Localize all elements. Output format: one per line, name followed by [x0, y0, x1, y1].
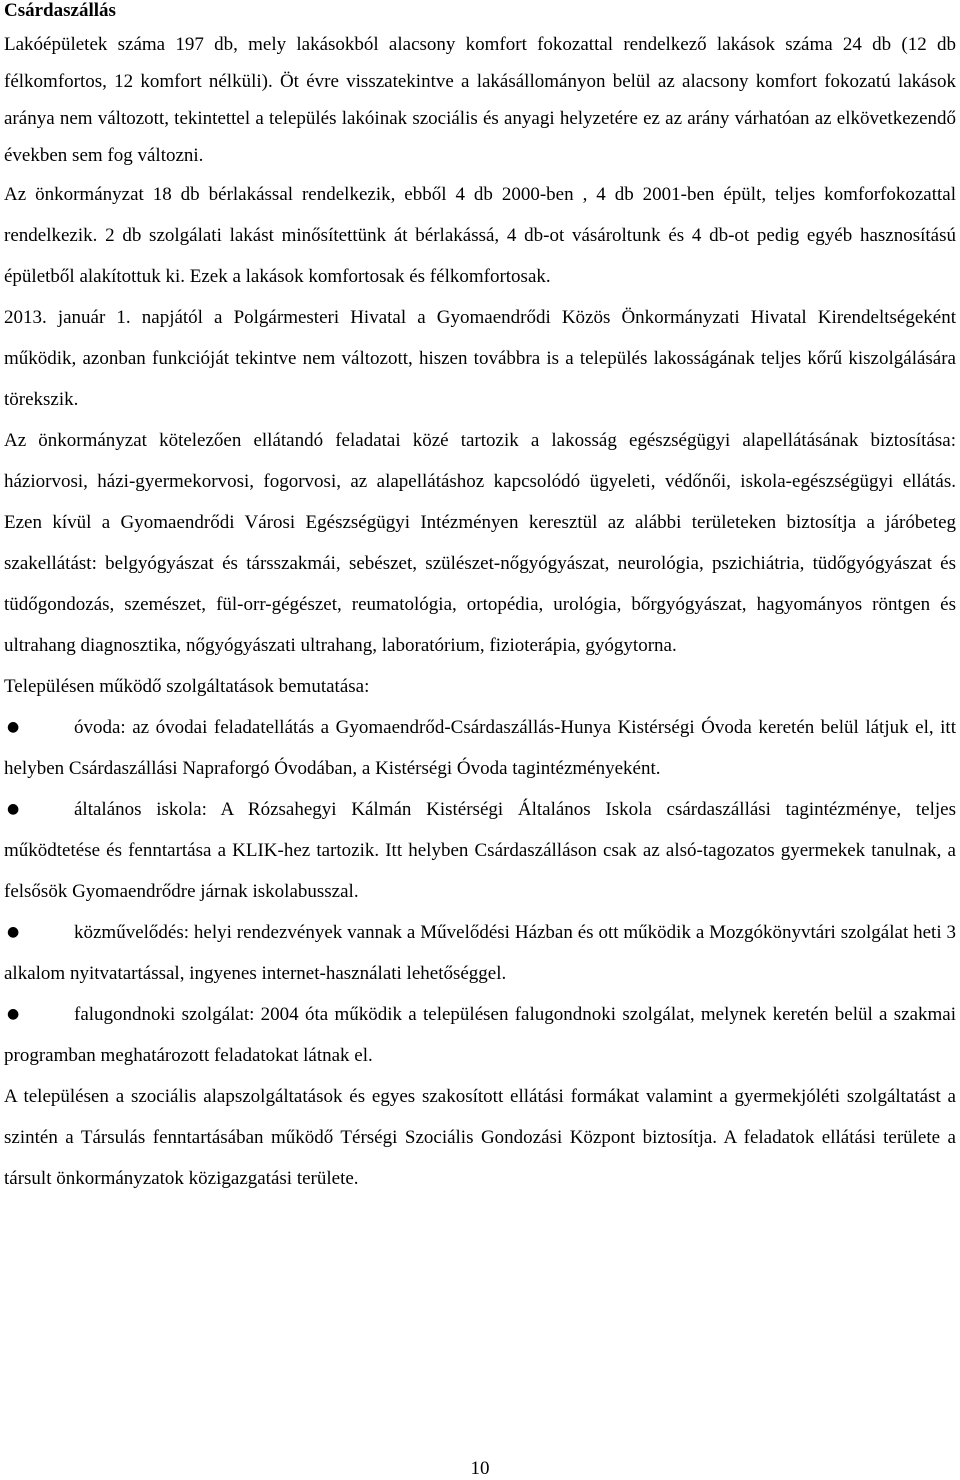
paragraph-services-intro: Településen működő szolgáltatások bemutatása: [4, 676, 370, 697]
list-item-village-caretaker [4, 994, 956, 1076]
bullet-icon: ● [7, 719, 20, 735]
list-item-text: közművelődés: helyi rendezvények vannak a Művelődési Házban és ott működik a Mozgókönyvtári szolgálat heti 3 alkalom nyitvatartással, ingyenes internet-használati lehetőséggel. [4, 922, 956, 984]
section-heading: Csárdaszállás [4, 0, 116, 21]
paragraph-office: 2013. január 1. napjától a Polgármesteri Hivatal a Gyomaendrődi Közös Önkormányzati Hivatal Kirendeltségeként működik, azonban funkcióját tekintve nem változott, hiszen továbbra is a település lakosságának teljes kőrű kiszolgálására törekszik. [4, 307, 956, 410]
list-item-culture [4, 912, 956, 994]
list-item-kindergarten [4, 707, 956, 789]
paragraph-housing: Lakóépületek száma 197 db, mely lakásokból alacsony komfort fokozattal rendelkező lakások száma 24 db (12 db félkomfortos, 12 komfort nélküli). Öt évre visszatekintve a lakásállományon belül az alacsony komfort fokozatú lakások aránya nem változott, tekintettel a település lakóinak szociális és anyagi helyzetére ez az arány várhatóan az elkövetkezendő években sem fog változni. [4, 34, 956, 166]
list-item-text: óvoda: az óvodai feladatellátás a Gyomaendrőd-Csárdaszállás-Hunya Kistérségi Óvoda keretén belül látjuk el, itt helyben Csárdaszállási Napraforgó Óvodában, a Kistérségi Óvoda tagintézményeként. [4, 717, 956, 779]
page-number: 10 [470, 1458, 490, 1479]
list-item-text: falugondnoki szolgálat: 2004 óta működik a településen falugondnoki szolgálat, melynek keretén belül a szakmai programban meghatározott feladatokat látnak el. [4, 1004, 956, 1066]
paragraph-rental-housing: Az önkormányzat 18 db bérlakással rendelkezik, ebből 4 db 2000-ben , 4 db 2001-ben épült, teljes komforfokozattal rendelkezik. 2 db szolgálati lakást minősítettünk át bérlakássá, 4 db-ot vásároltunk és 4 db-ot pedig egyéb hasznosítású épületből alakítottuk ki. Ezek a lakások komfortosak és félkomfortosak. [4, 184, 956, 287]
list-item-text: általános iskola: A Rózsahegyi Kálmán Kistérségi Általános Iskola csárdaszállási tagintézménye, teljes működtetése és fenntartása a KLIK-hez tartozik. Itt helyben Csárdaszálláson csak az alsó-tagozatos gyermekek tanulnak, a felsősök Gyomaendrődre járnak iskolabusszal. [4, 799, 956, 902]
bullet-icon: ● [7, 1006, 20, 1022]
document-page [4, 0, 956, 1199]
paragraph-healthcare: Az önkormányzat kötelezően ellátandó feladatai közé tartozik a lakosság egészségügyi alapellátásának biztosítása: háziorvosi, házi-gyermekorvosi, fogorvosi, az alapellátáshoz kapcsolódó ügyeleti, védőnői, iskola-egészségügyi ellátás. Ezen kívül a Gyomaendrődi Városi Egészségügyi Intézményen keresztül az alábbi területeken biztosítja a járóbeteg szakellátást: belgyógyászat és társszakmái, sebészet, szülészet-nőgyógyászat, neurológia, pszichiátria, tüdőgyógyászat és tüdőgondozás, szemészet, fül-orr-gégészet, reumatológia, ortopédia, urológia, bőrgyógyászat, hagyományos röntgen és ultrahang diagnosztika, nőgyógyászati ultrahang, laboratórium, fizioterápia, gyógytorna. [4, 430, 956, 656]
bullet-icon: ● [7, 801, 20, 817]
paragraph-social-services: A településen a szociális alapszolgáltatások és egyes szakosított ellátási formákat valamint a gyermekjóléti szolgáltatást a szintén a Társulás fenntartásában működő Térségi Szociális Gondozási Központ biztosítja. A feladatok ellátási területe a társult önkormányzatok közigazgatási területe. [4, 1086, 956, 1189]
list-item-school [4, 789, 956, 912]
bullet-icon: ● [7, 924, 20, 940]
